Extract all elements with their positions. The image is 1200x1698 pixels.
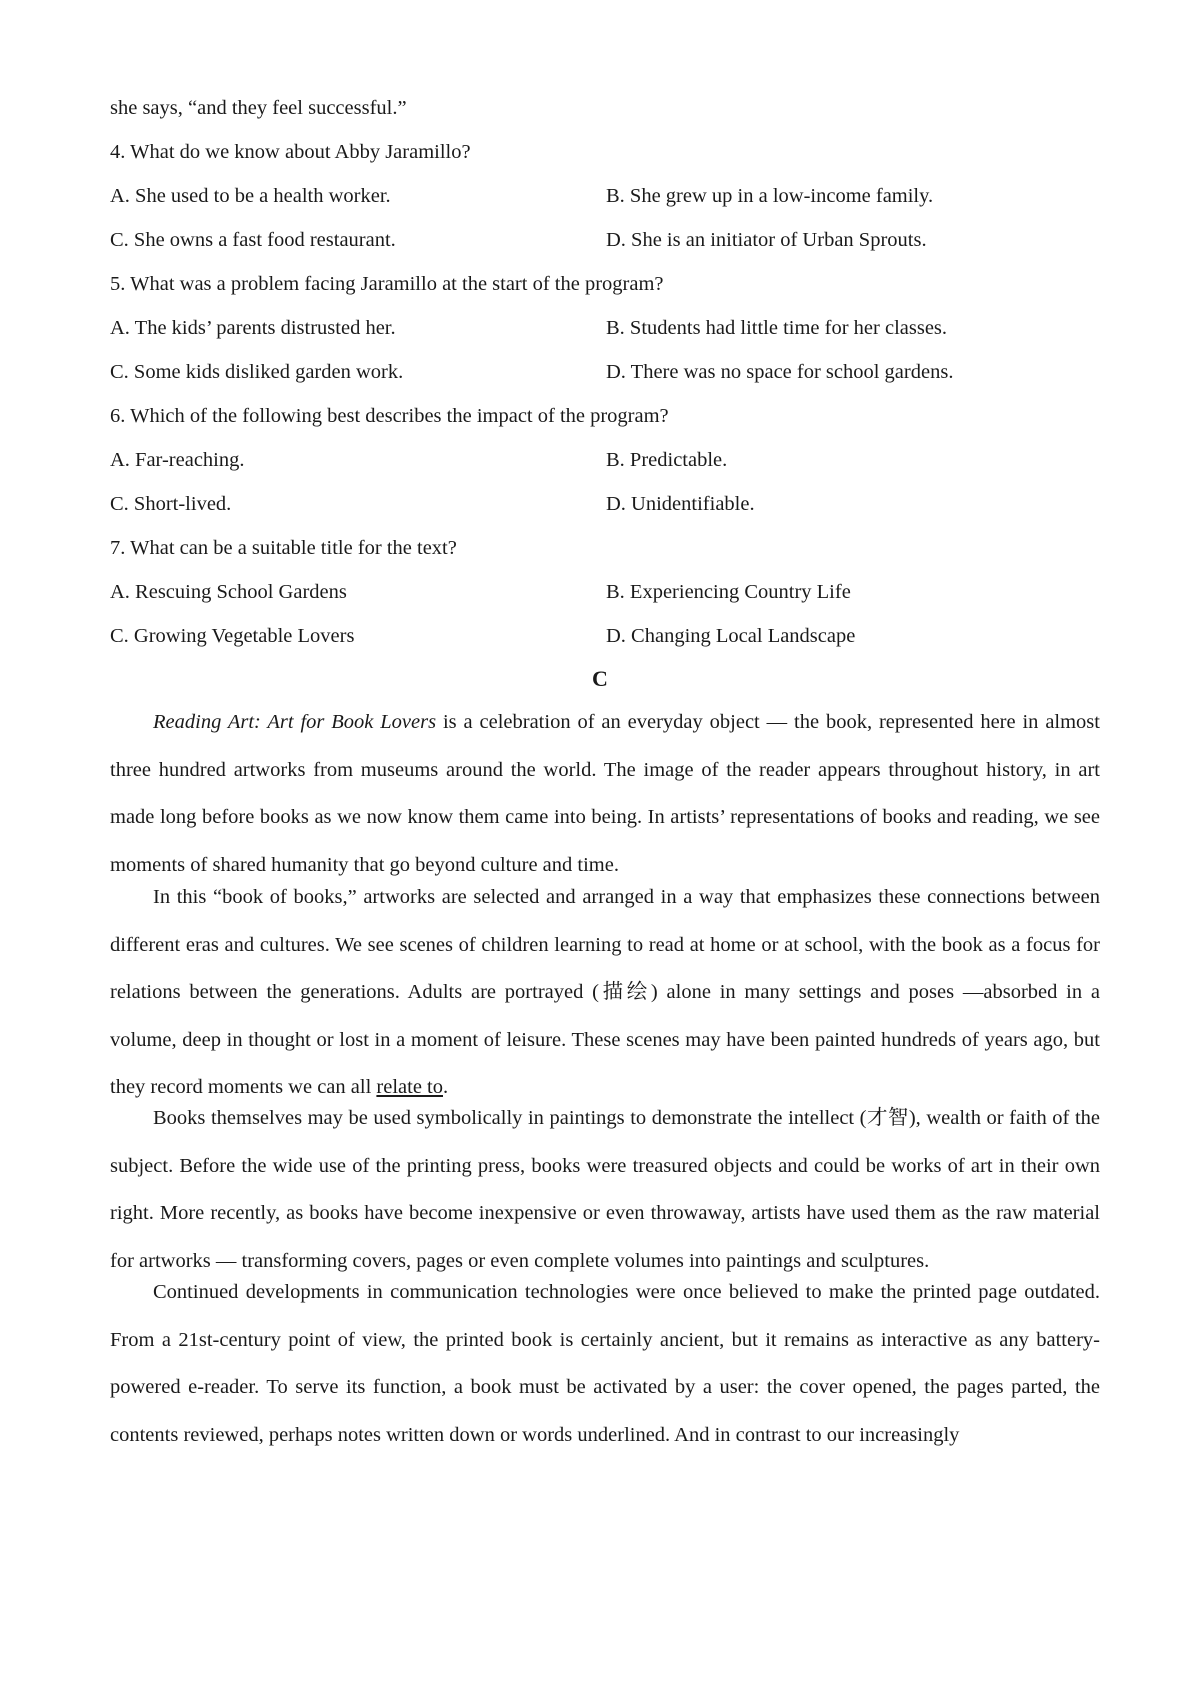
question-5-option-b: B. Students had little time for her classes. <box>606 317 948 339</box>
section-c-paragraph-4: Continued developments in communication technologies were once believed to make the printed page outdated. From a 21st-century point of view, the printed book is certainly ancient, but it remains as interactive as any battery-powered e-reader. To serve its function, a book must be activated by a user: the cover opened, the pages parted, the contents reviewed, perhaps notes written down or words underlined. And in contrast to our increasingly <box>110 1281 1100 1446</box>
question-7-option-d: D. Changing Local Landscape <box>606 625 856 647</box>
question-5-stem: 5. What was a problem facing Jaramillo at the start of the program? <box>110 273 664 295</box>
section-c-paragraph-1 <box>110 699 1100 889</box>
underlined-phrase: relate to <box>376 1076 443 1099</box>
question-5-option-a: A. The kids’ parents distrusted her. <box>110 317 396 339</box>
question-4-option-c: C. She owns a fast food restaurant. <box>110 229 396 251</box>
book-title: Reading Art: Art for Book Lovers <box>153 711 437 733</box>
paragraph-2-text: In this “book of books,” artworks are selected and arranged in a way that emphasizes these connections between different eras and cultures. We see scenes of children learning to read at home or at school, with the book as a focus for relations between the generations. Adults are portrayed (描绘) alone in many settings and poses —absorbed in a volume, deep in thought or lost in a moment of leisure. These scenes may have been painted hundreds of years ago, but they record moments we can all <box>110 886 1100 1099</box>
question-7-option-a: A. Rescuing School Gardens <box>110 581 347 603</box>
question-4-option-d: D. She is an initiator of Urban Sprouts. <box>606 229 927 251</box>
section-c-heading: C <box>592 666 608 691</box>
question-4-stem: 4. What do we know about Abby Jaramillo? <box>110 141 471 163</box>
question-6-option-a: A. Far-reaching. <box>110 449 245 471</box>
question-6-option-d: D. Unidentifiable. <box>606 493 755 515</box>
question-4-option-b: B. She grew up in a low-income family. <box>606 185 934 207</box>
question-6-option-b: B. Predictable. <box>606 449 728 471</box>
previous-passage-tail: she says, “and they feel successful.” <box>110 97 407 119</box>
question-6-stem: 6. Which of the following best describes the impact of the program? <box>110 405 669 427</box>
section-c-paragraph-2 <box>110 874 1100 1112</box>
question-4-option-a: A. She used to be a health worker. <box>110 185 391 207</box>
question-7-option-b: B. Experiencing Country Life <box>606 581 851 603</box>
paragraph-1-text: is a celebration of an everyday object — the book, represented here in almost three hundred artworks from museums around the world. The image of the reader appears throughout history, in art made long before books as we now know them came into being. In artists’ representations of books and reading, we see moments of shared humanity that go beyond culture and time. <box>110 711 1100 876</box>
question-7-stem: 7. What can be a suitable title for the text? <box>110 537 457 559</box>
question-7-option-c: C. Growing Vegetable Lovers <box>110 625 355 647</box>
paragraph-2-end: . <box>443 1076 449 1099</box>
question-6-option-c: C. Short-lived. <box>110 493 232 515</box>
section-c-paragraph-3: Books themselves may be used symbolically in paintings to demonstrate the intellect (才智), wealth or faith of the subject. Before the wide use of the printing press, books were treasured objects and could be works of art in their own right. More recently, as books have become inexpensive or even throwaway, artists have used them as the raw material for artworks — transforming covers, pages or even complete volumes into paintings and sculptures. <box>110 1107 1100 1272</box>
question-5-option-c: C. Some kids disliked garden work. <box>110 361 404 383</box>
question-5-option-d: D. There was no space for school gardens. <box>606 361 954 383</box>
